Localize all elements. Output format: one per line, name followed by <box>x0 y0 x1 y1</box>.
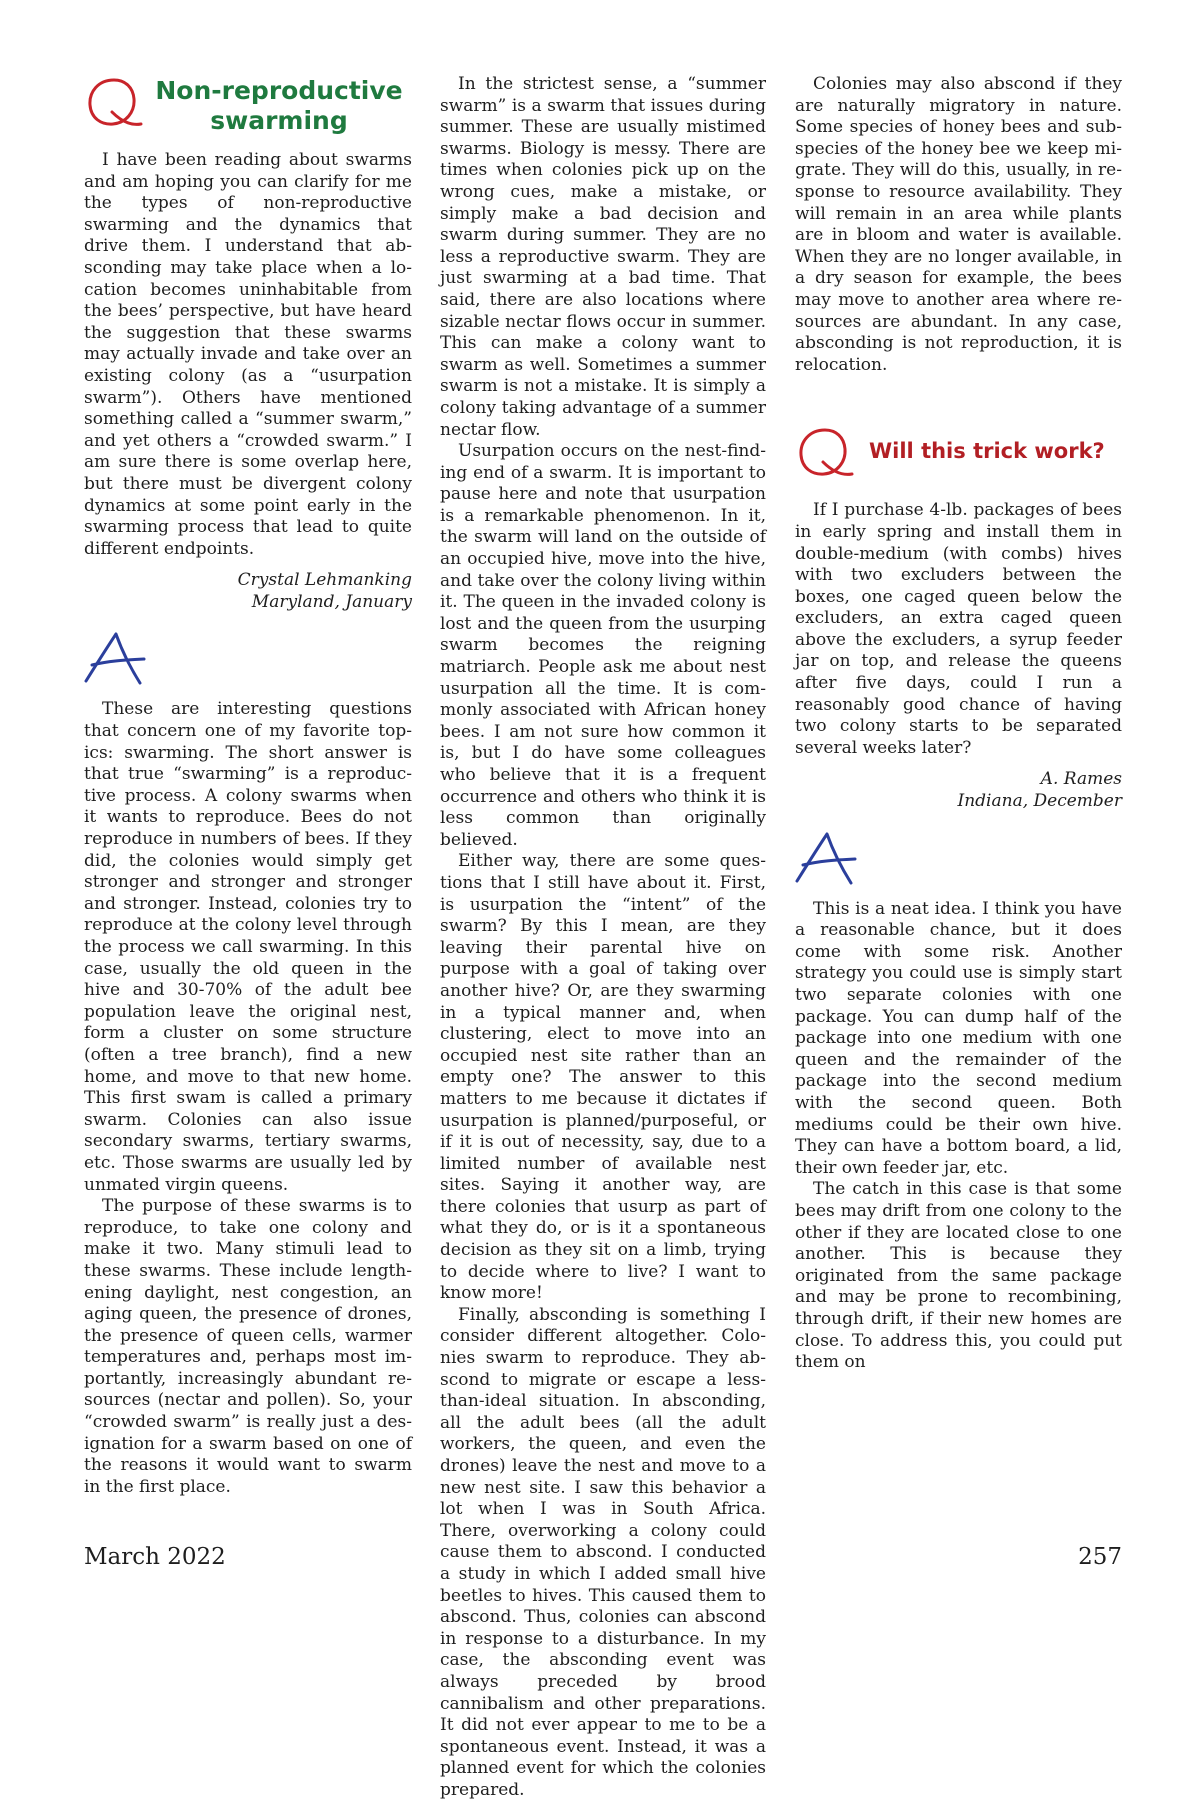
answer-1-paragraph: Colonies may also abscond if they are naturally migratory in nature. Some species of honey bees and subspecies of the honey bee we keep migrate. They will do this, usually, in response to resource availability. They will remain in an area while plants are in bloom and water is available. When they are no longer available, in a dry season for example, the bees may move to another area where resources are abundant. In any case, absconding is not reproduction, it is relocation. <box>795 74 1122 375</box>
q-letter-icon <box>84 74 144 132</box>
question-1-signature-name: Crystal Lehmanking <box>237 570 412 591</box>
q-letter-icon <box>795 424 855 482</box>
question-2-title: Will this trick work? <box>869 439 1105 464</box>
answer-1-paragraph: Either way, there are some questions that I still have about it. First, is usurpation the “intent” of the swarm? By this I mean, are they leaving their parental hive on purpose with a goal of taking over another hive? Or, are they swarming in a typical manner and, when clustering, elect to move into an occupied nest site rather than an empty one? The answer to this matters to me because it dictates if usurpation is planned/purposeful, or if it is out of necessity, say, due to a limited number of available nest sites. Saying it another way, are there colonies that usurp as part of what they do, or is it a spontaneous decision as they sit on a limb, trying to decide where to live? I want to know more! <box>440 851 766 1304</box>
column-2 <box>440 74 766 1802</box>
question-1-signature <box>84 570 412 613</box>
question-1-body: I have been reading about swarms and am hoping you can clarify for me the types of non-reproductive swarming and the dynamics that drive them. I understand that absconding may take place when a location becomes uninhabitable from the bees’ perspective, but have heard the suggestion that these swarms may actually invade and take over an existing colony (as a “usurpation swarm”). Others have mentioned something called a “summer swarm,” and yet others a “crowded swarm.” I am sure there is some overlap here, but there must be divergent colony dynamics at some point early in the swarming process that lead to quite different endpoints. <box>84 150 412 559</box>
footer-date: March 2022 <box>84 1544 226 1570</box>
answer-1-paragraph: Usurpation occurs on the nest-finding end of a swarm. It is important to pause here and note that usurpation is a remarkable phenomenon. In it, the swarm will land on the outside of an occupied hive, move into the hive, and take over the colony living within it. The queen in the invaded colony is lost and the queen from the usurping swarm becomes the reigning matriarch. People ask me about nest usurpation all the time. It is commonly associated with African honey bees. I am not sure how common it is, but I do have some colleagues who believe that it is a frequent occurrence and others who think it is less common than originally believed. <box>440 441 766 850</box>
question-2-signature <box>795 769 1122 812</box>
answer-2-paragraph: This is a neat idea. I think you have a reasonable chance, but it does come with some risk. Another strategy you could use is simply start two separate colonies with one package. You can dump half of the package into one medium with one queen and the remainder of the package into the second medium with the second queen. Both mediums could be their own hive. They can have a bottom board, a lid, their own feeder jar, etc. <box>795 898 1122 1178</box>
answer-1-paragraph: In the strictest sense, a “summer swarm” is a swarm that issues during summer. These are usually mistimed swarms. Biology is messy. There are times when colonies pick up on the wrong cues, make a mistake, or simply make a bad decision and swarm during summer. They are no less a reproductive swarm. They are just swarming at a bad time. That said, there are also locations where sizable nectar flows occur in summer. This can make a colony want to swarm as well. Sometimes a summer swarm is not a mistake. It is simply a colony taking advantage of a summer nectar flow. <box>440 74 766 440</box>
question-1-signature-place: Maryland, January <box>251 591 412 612</box>
a-letter-icon <box>793 829 859 887</box>
question-2-signature-name: A. Rames <box>1040 769 1122 790</box>
answer-2-paragraph: The catch in this case is that some bees may drift from one colony to the other if they are located close to one another. This is because they originated from the same package and may be prone to recombining, through drift, if their new homes are close. To address this, you could put them on <box>795 1179 1122 1373</box>
column-1 <box>84 74 412 1498</box>
question-1-title-line1: Non-reproductive <box>155 76 403 105</box>
question-1-title <box>146 76 412 136</box>
answer-1-paragraph: The purpose of these swarms is to reproduce, to take one colony and make it two. Many stimuli lead to these swarms. These include lengthening daylight, nest congestion, an aging queen, the presence of drones, the presence of queen cells, warmer temperatures and, perhaps most importantly, increasingly abundant resources (nectar and pollen). So, your “crowded swarm” is really just a designation for a swarm based on one of the reasons it would want to swarm in the first place. <box>84 1196 412 1497</box>
column-3 <box>795 74 1122 1374</box>
question-1-title-line2: swarming <box>210 106 348 135</box>
a-letter-icon <box>82 629 148 687</box>
question-2-body: If I purchase 4-lb. packages of bees in early spring and install them in double-medium (with combs) hives with two excluders between the boxes, one caged queen below the excluders, an extra caged queen above the excluders, a syrup feeder jar on top, and release the queens after five days, could I run a reasonably good chance of having two colony starts to be separated several weeks later? <box>795 500 1122 758</box>
answer-1-paragraph: Finally, absconding is something I consider different altogether. Colonies swarm to reproduce. They abscond to migrate or escape a less-than-ideal situation. In absconding, all the adult bees (all the adult workers, the queen, and even the drones) leave the nest and move to a new nest site. I saw this behavior a lot when I was in South Africa. There, overworking a colony could cause them to abscond. I conducted a study in which I added small hive beetles to hives. This caused them to abscond. Thus, colonies can abscond in response to a disturbance. In my case, the absconding event was always preceded by brood cannibalism and other preparations. It did not ever appear to me to be a spontaneous event. Instead, it was a planned event for which the colonies prepared. <box>440 1304 766 1800</box>
question-2-header <box>795 424 1122 488</box>
footer-page-number: 257 <box>1078 1544 1122 1570</box>
question-1-header <box>84 74 412 138</box>
question-2-signature-place: Indiana, December <box>957 791 1122 812</box>
answer-1-paragraph: These are interesting questions that concern one of my favorite topics: swarming. The short answer is that true “swarming” is a reproductive process. A colony swarms when it wants to reproduce. Bees do not reproduce in numbers of bees. If they did, the colonies would simply get stronger and stronger and stronger and stronger. Instead, colonies try to reproduce at the colony level through the process we call swarming. In this case, usually the old queen in the hive and 30-70% of the adult bee population leave the original nest, form a cluster on some structure (often a tree branch), find a new home, and move to that new home. This first swam is called a primary swarm. Colonies can also issue secondary swarms, tertiary swarms, etc. Those swarms are usually led by unmated virgin queens. <box>84 699 412 1195</box>
